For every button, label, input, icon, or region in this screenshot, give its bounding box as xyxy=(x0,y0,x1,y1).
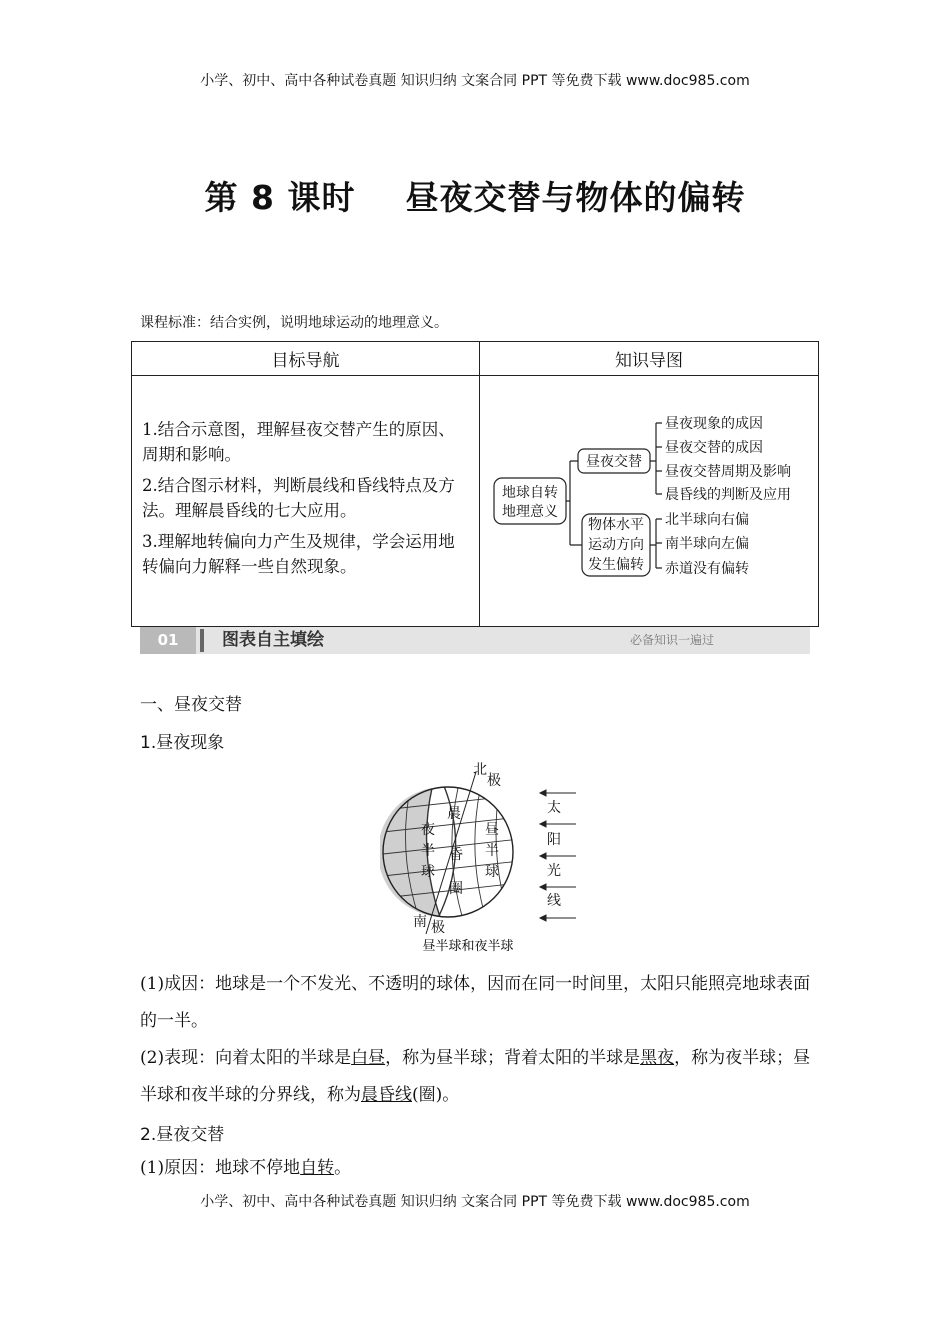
paragraph-cause: (1)成因：地球是一个不发光、不透明的球体，因而在同一时间里，太阳只能照亮地球表面的一半。 xyxy=(140,974,811,1031)
label-dusk: 昏 xyxy=(449,847,463,863)
banner-number: 01 xyxy=(140,627,196,654)
text: 。 xyxy=(334,1158,352,1178)
label-night: 夜 xyxy=(421,822,435,838)
label-night: 半 xyxy=(421,843,435,859)
goal-item: 2.结合图示材料，判断晨线和昏线特点及方法。理解晨昏线的七大应用。 xyxy=(142,476,455,520)
paragraph-manifestation xyxy=(140,1040,812,1114)
subsection-heading: 2.昼夜交替 xyxy=(140,1125,225,1145)
text: (2)表现：向着太阳的半球是 xyxy=(140,1048,352,1068)
answer-blank: 晨昏线 xyxy=(361,1085,412,1105)
label-north-pole: 极 xyxy=(487,773,501,789)
page-footer: 小学、初中、高中各种试卷真题 知识归纳 文案合同 PPT 等免费下载 www.doc985.com xyxy=(200,1194,750,1210)
label-day: 昼 xyxy=(485,822,499,838)
text: ，称为夜半球；昼半球和夜半球的分界线，称为 xyxy=(140,1048,811,1105)
label-morning: 晨 xyxy=(447,806,461,822)
paragraph-reason xyxy=(140,1150,812,1187)
text: ，称为昼半球；背着太阳的半球是 xyxy=(385,1048,641,1068)
label-circle: 圈 xyxy=(449,881,463,897)
label-sunlight: 太 xyxy=(547,800,561,816)
page-title: 第 8 课时 昼夜交替与物体的偏转 xyxy=(204,178,746,217)
banner-title: 图表自主填绘 xyxy=(222,630,324,650)
mindmap-leaf: 北半球向右偏 xyxy=(665,512,749,528)
goal-knowledge-table xyxy=(131,341,819,627)
label-day: 球 xyxy=(485,864,499,880)
mindmap-leaf: 昼夜交替周期及影响 xyxy=(665,464,791,480)
course-standard: 课程标准：结合实例，说明地球运动的地理意义。 xyxy=(140,315,448,331)
text: (圈)。 xyxy=(412,1085,460,1105)
mindmap-leaf: 晨昏线的判断及应用 xyxy=(665,487,791,503)
goal-item: 1.结合示意图，理解昼夜交替产生的原因、周期和影响。 xyxy=(142,420,455,464)
mindmap-leaf: 昼夜现象的成因 xyxy=(665,416,763,432)
label-night: 球 xyxy=(421,864,435,880)
banner-subtitle: 必备知识一遍过 xyxy=(629,633,714,647)
section-heading: 一、昼夜交替 xyxy=(140,695,242,715)
label-sunlight: 光 xyxy=(547,863,561,879)
mindmap-branch2-line1: 物体水平 xyxy=(588,517,644,533)
mindmap-root-line2: 地理意义 xyxy=(502,504,558,520)
label-sunlight: 阳 xyxy=(547,832,561,848)
mindmap-branch2-line3: 发生偏转 xyxy=(588,557,644,573)
answer-blank: 黑夜 xyxy=(640,1048,675,1068)
mindmap-branch2-line2: 运动方向 xyxy=(588,537,644,553)
knowledge-mindmap xyxy=(480,376,818,626)
text: (1)原因：地球不停地 xyxy=(140,1158,301,1178)
answer-blank: 白昼 xyxy=(351,1048,386,1068)
mindmap-leaf: 南半球向左偏 xyxy=(665,536,749,552)
figure-caption: 昼半球和夜半球 xyxy=(422,939,514,954)
label-north: 北 xyxy=(473,762,487,778)
day-night-figure xyxy=(380,760,580,958)
label-south-pole: 极 xyxy=(431,920,445,936)
subsection-heading: 1.昼夜现象 xyxy=(140,733,225,753)
label-south: 南 xyxy=(413,914,427,930)
goal-item: 3.理解地转偏向力产生及规律，学会运用地转偏向力解释一些自然现象。 xyxy=(142,532,455,576)
mindmap-branch1: 昼夜交替 xyxy=(586,454,642,470)
page-header: 小学、初中、高中各种试卷真题 知识归纳 文案合同 PPT 等免费下载 www.doc985.com xyxy=(200,73,750,89)
mindmap-leaf: 昼夜交替的成因 xyxy=(665,440,763,456)
mindmap-leaf: 赤道没有偏转 xyxy=(665,561,749,577)
answer-blank: 自转 xyxy=(300,1158,335,1178)
col-header-goals: 目标导航 xyxy=(132,342,480,376)
banner-divider xyxy=(200,629,204,652)
mindmap-root-line1: 地球自转 xyxy=(502,485,558,501)
label-day: 半 xyxy=(485,843,499,859)
label-sunlight: 线 xyxy=(547,893,561,909)
section-banner xyxy=(140,627,810,654)
goals-cell xyxy=(132,376,480,627)
col-header-mindmap: 知识导图 xyxy=(480,342,819,376)
mindmap-cell xyxy=(480,376,819,627)
